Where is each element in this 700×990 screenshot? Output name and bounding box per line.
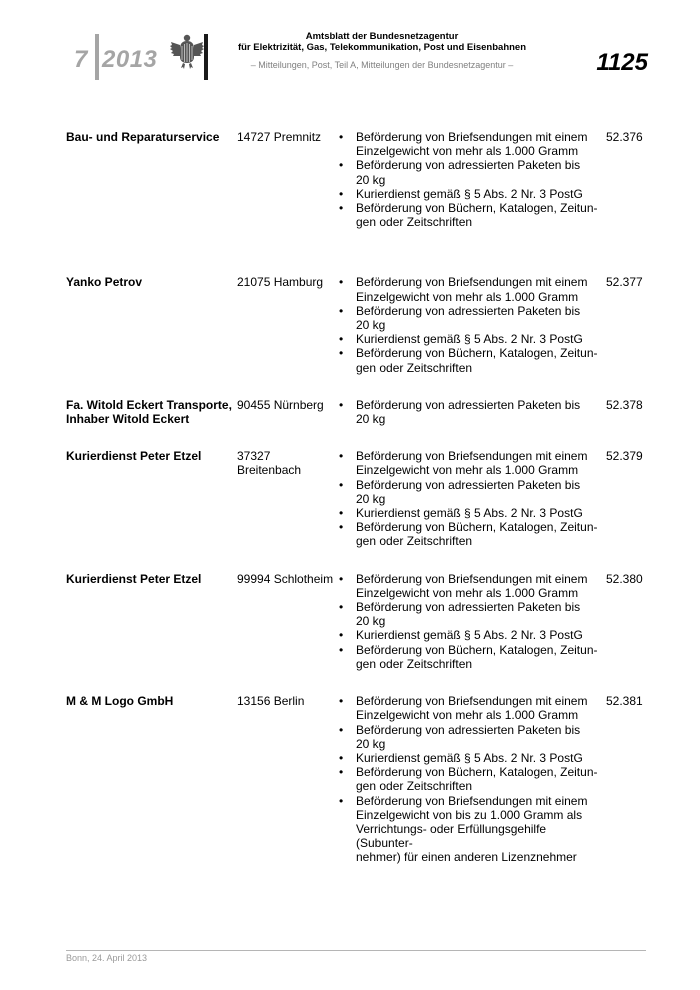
licensee-location [237,275,337,289]
location-line: 14727 Premnitz [237,130,322,144]
journal-title [232,31,532,53]
service-text-line: • Beförderung von Briefsendungen mit einem [356,793,588,808]
service-item [339,130,601,158]
service-item [339,506,601,520]
journal-subtitle: – Mitteilungen, Post, Teil A, Mitteilungen der Bundesnetzagentur – [250,60,514,70]
location-line: 90455 Nürnberg [237,397,324,412]
service-list [339,572,601,671]
service-text-line: • Beförderung von adressierten Paketen bis [356,600,581,615]
service-text-line: • Beförderung von Briefsendungen mit einem [356,275,588,290]
license-entry [66,130,656,229]
service-text-line: Einzelgewicht von mehr als 1.000 Gramm [356,144,579,159]
licensee-name [66,398,236,426]
header-divider-grey [95,34,99,80]
service-text-line: 20 kg [356,412,386,427]
licensee-name-line: Bau- und Reparaturservice [66,130,220,144]
license-number: 52.376 [606,130,643,144]
service-text-line: • Kurierdienst gemäß § 5 Abs. 2 Nr. 3 PostG [356,750,583,765]
service-text-line: • Beförderung von adressierten Paketen bis [356,722,581,737]
service-text-line: • Beförderung von Büchern, Katalogen, Zeitun- [356,765,598,780]
header-divider-dark [204,34,208,80]
licensee-location [237,130,337,144]
service-text-line: • Beförderung von Büchern, Katalogen, Zeitun- [356,520,598,535]
service-text-line: 20 kg [356,318,386,333]
service-text-line: • Beförderung von Büchern, Katalogen, Zeitun- [356,346,598,361]
license-number: 52.381 [606,694,643,709]
service-item [339,201,601,229]
licensee-name [66,275,236,289]
licensee-location [237,694,337,708]
service-text-line: 20 kg [356,491,386,506]
service-text-line: • Beförderung von Briefsendungen mit einem [356,130,588,144]
license-entry [66,449,656,548]
service-item [339,600,601,628]
service-text-line: • Beförderung von adressierten Paketen bis [356,477,581,492]
service-text-line: 20 kg [356,736,386,751]
service-item [339,304,601,332]
service-text-line: Einzelgewicht von mehr als 1.000 Gramm [356,708,579,723]
license-number: 52.379 [606,449,643,464]
service-text-line: Einzelgewicht von mehr als 1.000 Gramm [356,585,579,600]
license-number: 52.378 [606,397,643,412]
license-entry [66,398,656,426]
issue-year: 2013 [102,46,158,73]
license-entry [66,572,656,671]
location-line: 13156 Berlin [237,694,305,709]
location-line: Breitenbach [237,463,302,478]
service-item [339,478,601,506]
service-item [339,628,601,642]
service-text-line: gen oder Zeitschriften [356,360,473,375]
service-list [339,694,601,864]
service-text-line: • Beförderung von Briefsendungen mit einem [356,571,588,586]
licensee-name-line: Fa. Witold Eckert Transporte, [66,397,232,412]
service-text-line: Einzelgewicht von mehr als 1.000 Gramm [356,463,579,478]
footer-divider [66,950,646,951]
service-item [339,520,601,548]
journal-title-line-2: für Elektrizität, Gas, Telekommunikation, Post und Eisenbahnen [237,42,527,53]
page-number: 1125 [596,49,648,76]
licensee-name [66,449,236,463]
service-text-line: • Beförderung von Briefsendungen mit einem [356,449,588,464]
service-text-line: 20 kg [356,172,386,187]
license-number: 52.377 [606,275,643,290]
service-text-line: 20 kg [356,614,386,629]
service-item [339,694,601,722]
journal-title-line-1: Amtsblatt der Bundesnetzagentur [305,31,459,42]
license-entry [66,694,656,864]
location-line: 21075 Hamburg [237,275,324,290]
service-text-line: gen oder Zeitschriften [356,656,473,671]
service-text-line: • Kurierdienst gemäß § 5 Abs. 2 Nr. 3 PostG [356,628,583,643]
service-item [339,723,601,751]
service-item [339,794,601,865]
service-text-line: • Beförderung von Büchern, Katalogen, Zeitun- [356,642,598,657]
service-text-line: • Beförderung von adressierten Paketen bis [356,303,581,318]
service-list [339,130,601,229]
federal-eagle-icon [170,32,204,70]
footer-date: Bonn, 24. April 2013 [66,953,148,963]
service-item [339,332,601,346]
service-item [339,751,601,765]
location-line: 37327 [237,449,271,464]
service-item [339,346,601,374]
service-text-line: nehmer) für einen anderen Lizenznehmer [356,850,577,865]
licensee-name [66,694,236,708]
service-list [339,275,601,374]
service-text-line: • Kurierdienst gemäß § 5 Abs. 2 Nr. 3 PostG [356,186,583,201]
service-text-line: • Beförderung von adressierten Paketen bis [356,158,581,173]
service-item [339,765,601,793]
service-text-line: • Kurierdienst gemäß § 5 Abs. 2 Nr. 3 PostG [356,506,583,521]
service-item [339,275,601,303]
service-text-line: Einzelgewicht von mehr als 1.000 Gramm [356,289,579,304]
license-number: 52.380 [606,571,643,586]
service-text-line: Einzelgewicht von bis zu 1.000 Gramm als [356,807,583,822]
service-text-line: • Beförderung von adressierten Paketen bis [356,397,581,412]
service-item [339,398,601,426]
service-item [339,187,601,201]
service-text-line: Verrichtungs- oder Erfüllungsgehilfe (Subunter- [356,821,547,851]
issue-number: 7 [74,46,88,73]
location-line: 99994 Schlotheim [237,571,334,586]
licensee-name-line: Kurierdienst Peter Etzel [66,449,202,464]
licensee-name-line: Yanko Petrov [66,275,143,290]
licensee-location [237,449,337,477]
service-list [339,398,601,426]
license-entry [66,275,656,374]
service-item [339,158,601,186]
licensee-name [66,130,236,144]
service-item [339,449,601,477]
licensee-name-line: M & M Logo GmbH [66,694,174,709]
licensee-location [237,398,337,412]
service-text-line: • Kurierdienst gemäß § 5 Abs. 2 Nr. 3 PostG [356,332,583,347]
service-text-line: gen oder Zeitschriften [356,534,473,549]
licensee-location [237,572,337,586]
service-text-line: • Beförderung von Büchern, Katalogen, Zeitun- [356,201,598,216]
service-item [339,643,601,671]
licensee-name-line: Inhaber Witold Eckert [66,412,190,427]
licensee-name-line: Kurierdienst Peter Etzel [66,571,202,586]
licensee-name [66,572,236,586]
service-text-line: gen oder Zeitschriften [356,779,473,794]
license-list [66,130,656,865]
service-text-line: gen oder Zeitschriften [356,215,473,230]
service-list [339,449,601,548]
service-item [339,572,601,600]
service-text-line: • Beförderung von Briefsendungen mit einem [356,694,588,709]
